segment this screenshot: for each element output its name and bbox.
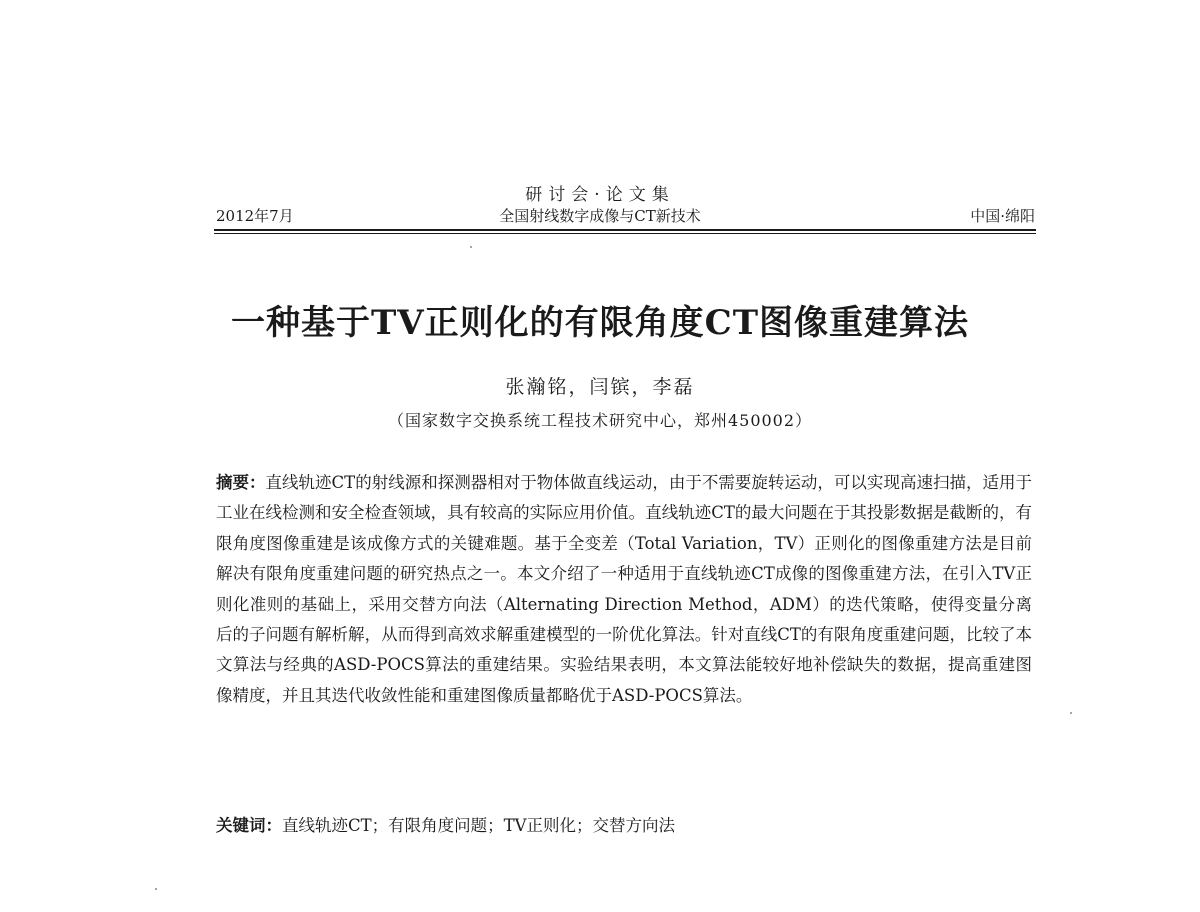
conference-location: 中国·绵阳 bbox=[970, 207, 1035, 225]
paper-title: 一种基于TV正则化的有限角度CT图像重建算法 bbox=[230, 303, 970, 343]
conference-date: 2012年7月 bbox=[216, 207, 294, 225]
keywords-label: 关键词： bbox=[216, 816, 282, 835]
header-rule-thick bbox=[214, 229, 1036, 231]
header-rule-thin bbox=[214, 233, 1036, 234]
conference-name: 全国射线数字成像与CT新技术 bbox=[499, 207, 701, 225]
scan-speck bbox=[470, 246, 472, 248]
keywords-text: 直线轨迹CT；有限角度问题；TV正则化；交替方向法 bbox=[282, 816, 676, 835]
abstract-label: 摘要： bbox=[216, 473, 266, 492]
proceedings-label: 研讨会·论文集 bbox=[525, 185, 675, 205]
paper-authors: 张瀚铭，闫镔，李磊 bbox=[505, 376, 695, 398]
scan-speck bbox=[155, 888, 157, 890]
scan-speck bbox=[1070, 712, 1072, 714]
abstract-paragraph bbox=[216, 468, 1032, 711]
keywords-paragraph bbox=[216, 813, 1032, 839]
paper-affiliation: （国家数字交换系统工程技术研究中心，郑州450002） bbox=[387, 411, 813, 430]
abstract-text: 直线轨迹CT的射线源和探测器相对于物体做直线运动，由于不需要旋转运动，可以实现高速扫描，适用于工业在线检测和安全检查领域，具有较高的实际应用价值。直线轨迹CT的最大问题在于其投影数据是截断的，有限角度图像重建是该成像方式的关键难题。基于全变差（Total Variation，TV）正则化的图像重建方法是目前解决有限角度重建问题的研究热点之一。本文介绍了一种适用于直线轨迹CT成像的图像重建方法，在引入TV正则化准则的基础上，采用交替方向法（Alternating Direction Method，ADM）的迭代策略，使得变量分离后的子问题有解析解，从而得到高效求解重建模型的一阶优化算法。针对直线CT的有限角度重建问题，比较了本文算法与经典的ASD-POCS算法的重建结果。实验结果表明，本文算法能较好地补偿缺失的数据，提高重建图像精度，并且其迭代收敛性能和重建图像质量都略优于ASD-POCS算法。 bbox=[216, 473, 1032, 705]
